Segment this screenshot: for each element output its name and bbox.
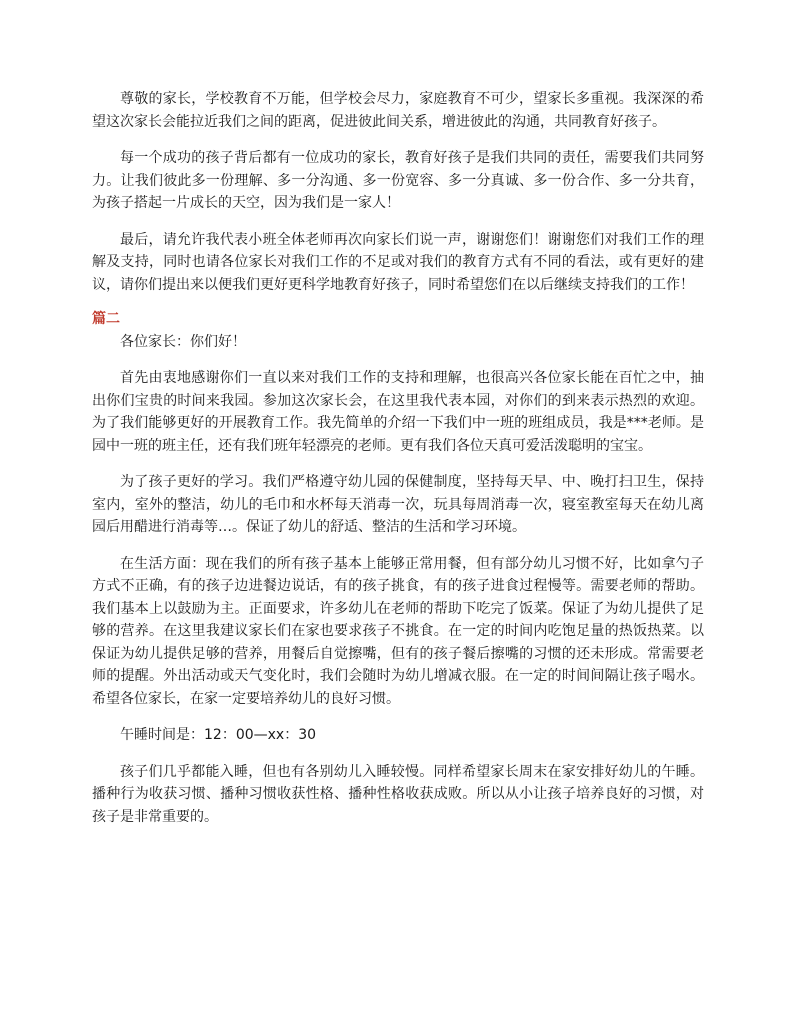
greeting: 各位家长：你们好！ (120, 333, 246, 350)
section-title: 篇二 (92, 311, 120, 327)
paragraph: 在生活方面：现在我们的所有孩子基本上能够正常用餐，但有部分幼儿习惯不好，比如拿勺子方式不正确，有的孩子边进餐边说话，有的孩子挑食，有的孩子进食过程慢等。需要老师的帮助。我们基本上以鼓励为主。正面要求，许多幼儿在老师的帮助下吃完了饭菜。保证了为幼儿提供了足够的营养。在这里我建议家长们在家也要求孩子不挑食。在一定的时间内吃饱足量的热饭热菜。以保证为幼儿提供足够的营养，用餐后自觉擦嘴，但有的孩子餐后擦嘴的习惯的还未形成。常需要老师的提醒。外出活动或天气变化时，我们会随时为幼儿增减衣服。在一定的时间间隔让孩子喝水。希望各位家长，在家一定要培养幼儿的良好习惯。 (92, 555, 704, 707)
paragraph: 首先由衷地感谢你们一直以来对我们工作的支持和理解，也很高兴各位家长能在百忙之中，抽出你们宝贵的时间来我园。参加这次家长会，在这里我代表本园，对你们的到来表示热烈的欢迎。为了我们能够更好的开展教育工作。我先简单的介绍一下我们中一班的班组成员，我是***老师。是园中一班的班主任，还有我们班年轻漂亮的老师。更有我们各位天真可爱活泼聪明的宝宝。 (92, 370, 704, 454)
paragraph: 尊敬的家长，学校教育不万能，但学校会尽力，家庭教育不可少，望家长多重视。我深深的希望这次家长会能拉近我们之间的距离，促进彼此间关系，增进彼此的沟通，共同教育好孩子。 (92, 91, 704, 130)
document-page (92, 88, 704, 828)
paragraph: 孩子们几乎都能入睡，但也有各别幼儿入睡较慢。同样希望家长周末在家安排好幼儿的午睡。播种行为收获习惯、播种习惯收获性格、播种性格收获成败。所以从小让孩子培养良好的习惯，对孩子是非常重要的。 (92, 763, 704, 825)
paragraph: 为了孩子更好的学习。我们严格遵守幼儿园的保健制度，坚持每天早、中、晚打扫卫生，保持室内，室外的整洁，幼儿的毛巾和水杯每天消毒一次，玩具每周消毒一次，寝室教室每天在幼儿离园后用醋进行消毒等…。保证了幼儿的舒适、整洁的生活和学习环境。 (92, 474, 704, 535)
paragraph: 最后，请允许我代表小班全体老师再次向家长们说一声，谢谢您们！谢谢您们对我们工作的理解及支持，同时也请各位家长对我们工作的不足或对我们的教育方式有不同的看法，或有更好的建议，请你们提出来以便我们更好更科学地教育好孩子，同时希望您们在以后继续支持我们的工作！ (92, 231, 704, 293)
paragraph: 每一个成功的孩子背后都有一位成功的家长，教育好孩子是我们共同的责任，需要我们共同努力。让我们彼此多一份理解、多一分沟通、多一份宽容、多一分真诚、多一份合作、多一分共育，为孩子搭起一片成长的天空，因为我们是一家人！ (92, 150, 704, 211)
paragraph: 午睡时间是：12：00—xx：30 (120, 727, 317, 743)
